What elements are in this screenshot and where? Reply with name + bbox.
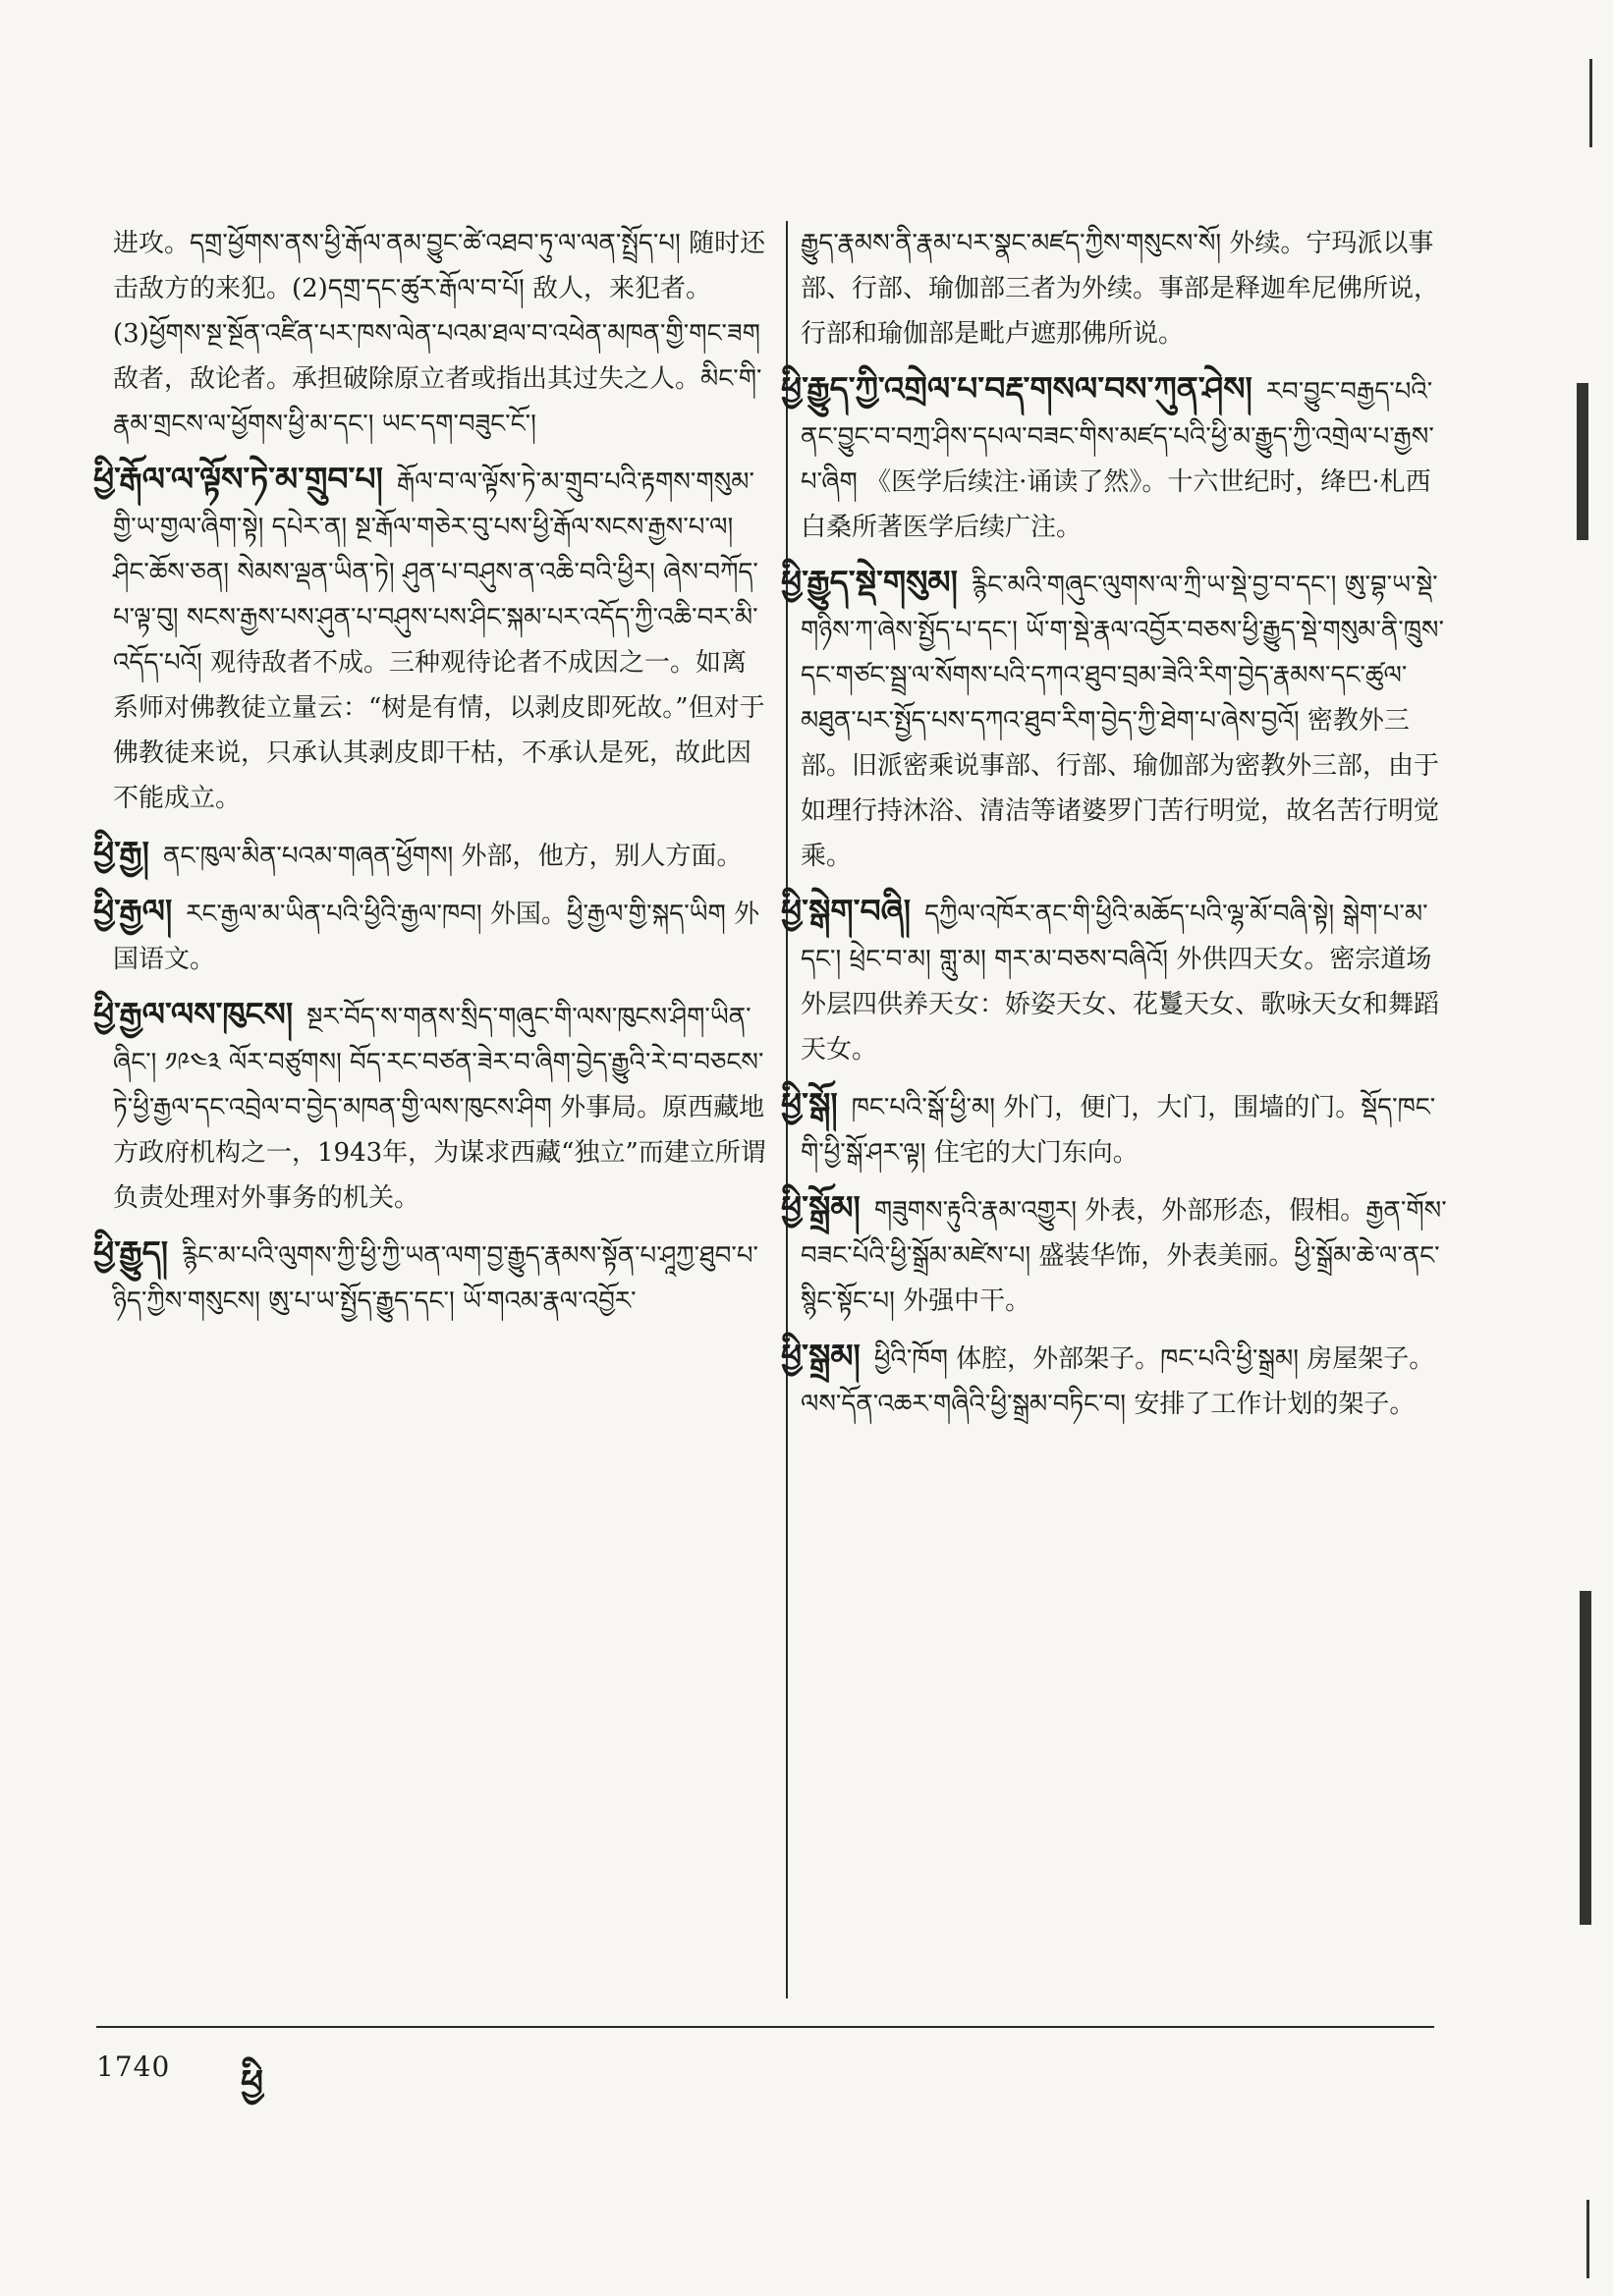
entry: [93, 992, 766, 1221]
entry: [93, 457, 766, 821]
entry: [781, 889, 1449, 1072]
entry: [93, 889, 766, 982]
entry: [781, 1082, 1449, 1175]
entry: [93, 1230, 766, 1324]
entry-headword: ཕྱི་སྒྲོམ།: [781, 1188, 861, 1227]
entry-headword: ཕྱི་སྒྲམ།: [781, 1337, 861, 1375]
entry: [93, 831, 766, 879]
entry-headword: ཕྱི་རྒྱལ།: [93, 892, 173, 930]
entry-text: དཀྱིལ་འཁོར་ནང་གི་ཕྱིའི་མཆོད་པའི་ལྷ་མོ་བཞི་སྟེ། སྒེག་པ་མ་དང་། ཕྲེང་བ་མ། གླུ་མ། གར་མ་བཅས་བཞིའོ། 外供四天女。密宗道场外层四供养天女：娇姿天女、花鬘天女、歌咏天女和舞蹈天女。: [801, 900, 1440, 1065]
entry-text: ཕྱིའི་ཁོག 体腔，外部架子。ཁང་པའི་ཕྱི་སྒྲམ། 房屋架子。ལས་དོན་འཆར་གཞིའི་ཕྱི་སྒྲམ་བཏིང་བ། 安排了工作计划的架子。: [801, 1344, 1435, 1419]
entry-text: རྙིང་མའི་གཞུང་ལུགས་ལ་ཀྲི་ཡ་སྡེ་བྱ་བ་དང་། ཨུ་བྷ་ཡ་སྡེ་གཉིས་ཀ་ཞེས་སྤྱོད་པ་དང་། ཡོ་ག་སྡེ་རྣལ་འབྱོར་བཅས་ཕྱི་རྒྱུད་སྡེ་གསུམ་ནི་ཁྲུས་དང་གཙང་སྦྲ་ལ་སོགས་པའི་དཀའ་ཐུབ་བྲམ་ཟེའི་རིག་བྱེད་རྣམས་དང་ཚུལ་མཐུན་པར་སྤྱོད་པས་དཀའ་ཐུབ་རིག་བྱེད་ཀྱི་ཐེག་པ་ཞེས་བྱའོ། 密教外三部。旧派密乘说事部、行部、瑜伽部为密教外三部，由于如理行持沐浴、清洁等诸婆罗门苦行明觉，故名苦行明觉乘。: [801, 571, 1444, 871]
entry-headword: ཕྱི་རྒྱུད་སྡེ་གསུམ།: [781, 563, 958, 601]
entry-headword: ཕྱི་རྒྱུད།: [93, 1233, 169, 1272]
footer-rule: [96, 2026, 1434, 2028]
running-head-letter: ཕྱི: [241, 2062, 264, 2104]
entry: [113, 221, 766, 447]
entry-text: རང་རྒྱལ་མ་ཡིན་པའི་ཕྱིའི་རྒྱལ་ཁབ། 外国。ཕྱི་རྒྱལ་གྱི་སྐད་ཡིག 外国语文。: [113, 900, 760, 974]
entry: [781, 560, 1449, 879]
entry-text: 进攻。དགྲ་ཕྱོགས་ནས་ཕྱི་རྒོལ་ནམ་བྱུང་ཚེ་འཐབ་ཏུ་ལ་ལན་སྤྲོད་པ། 随时还击敌方的来犯。(2)དགྲ་དང་ཚུར་རྒོལ་བ་པོ། 敌人，来犯者。(3)ཕྱོགས་སྔ་སྔོན་འཛིན་པར་ཁས་ལེན་པའམ་ཐལ་བ་འཕེན་མཁན་གྱི་གང་ཟག 敌者，敌论者。承担破除原立者或指出其过失之人。མིང་གི་རྣམ་གྲངས་ལ་ཕྱོགས་ཕྱི་མ་དང་། ཡང་དག་བཟུང་ངོ་།: [113, 229, 766, 439]
entry-text: སྔར་བོད་ས་གནས་སྲིད་གཞུང་གི་ལས་ཁུངས་ཤིག་ཡིན་ཞིང་། ༡༩༤༣ ལོར་བཙུགས། བོད་རང་བཙན་ཟེར་བ་ཞིག་བྱེད་རྒྱུའི་རེ་བ་བཅངས་ཏེ་ཕྱི་རྒྱལ་དང་འབྲེལ་བ་བྱེད་མཁན་གྱི་ལས་ཁུངས་ཤིག 外事局。原西藏地方政府机构之一，1943年，为谋求西藏“独立”而建立所谓负责处理对外事务的机关。: [113, 1003, 766, 1213]
entry-text: ཁང་པའི་སྒོ་ཕྱི་མ། 外门，便门，大门，围墙的门。སྡོད་ཁང་གི་ཕྱི་སྒོ་ཤར་ལྟ། 住宅的大门东向。: [801, 1093, 1436, 1168]
entry-text: རབ་བྱུང་བརྒྱད་པའི་ནང་བྱུང་བ་བཀྲ་ཤིས་དཔལ་བཟང་གིས་མཛད་པའི་ཕྱི་མ་རྒྱུད་ཀྱི་འགྲེལ་པ་རྒྱས་པ་ཞིག 《医学后续注·诵读了然》。十六世纪时，绛巴·札西白桑所著医学后续广注。: [801, 377, 1434, 542]
entry-headword: ཕྱི་སྒོ།: [781, 1085, 838, 1123]
entry-headword: ཕྱི་རྒྱུད་ཀྱི་འགྲེལ་པ་བརྡ་གསལ་བས་ཀུན་ཤེས།: [781, 369, 1252, 408]
entry: [801, 221, 1449, 356]
scan-edge-mark: [1577, 383, 1588, 540]
entry-headword: ཕྱི་སྒེག་བཞི།: [781, 892, 912, 930]
entry-text: རྒྱུད་རྣམས་ནི་རྣམ་པར་སྣང་མཛད་ཀྱིས་གསུངས་སོ། 外续。宁玛派以事部、行部、瑜伽部三者为外续。事部是释迦牟尼佛所说，行部和瑜伽部是毗卢遮那佛所说。: [801, 229, 1440, 349]
entry-headword: ཕྱི་རྒྱལ་ལས་ཁུངས།: [93, 995, 294, 1033]
entry-headword: ཕྱི་རྒྱ།: [93, 834, 149, 872]
scan-edge-mark: [1589, 59, 1592, 147]
entry: [781, 366, 1449, 550]
right-column: [781, 221, 1449, 1437]
entry-text: ནང་ཁུལ་མིན་པའམ་གཞན་ཕྱོགས། 外部，他方，别人方面。: [163, 842, 743, 871]
left-column: [93, 221, 766, 1334]
entry: [781, 1334, 1449, 1427]
page-number: 1740: [96, 2050, 171, 2083]
scan-edge-mark: [1580, 1591, 1591, 1925]
entry-text: རྙིང་མ་པའི་ལུགས་ཀྱི་ཕྱི་ཀྱི་ཡན་ལག་བྱ་རྒྱུད་རྣམས་སྟོན་པ་ཤཱཀྱ་ཐུབ་པ་ཉིད་ཀྱིས་གསུངས། ཨུ་པ་ཡ་སྤྱོད་རྒྱུད་དང་། ཡོ་གའམ་རྣལ་འབྱོར་: [113, 1241, 758, 1316]
entry: [781, 1185, 1449, 1324]
scan-edge-mark: [1586, 2200, 1589, 2278]
entry-text: གཟུགས་རྟུའི་རྣམ་འགྱུར། 外表，外部形态，假相。རྒྱན་གོས་བཟང་པོའི་ཕྱི་སྒྲོམ་མཛེས་པ། 盛装华饰，外表美丽。ཕྱི་སྒྲོམ་ཆེ་ལ་ནང་སྙིང་སྟོང་པ། 外强中干。: [801, 1196, 1447, 1316]
entry-headword: ཕྱི་རྒོལ་ལ་ལྟོས་ཏེ་མ་གྲུབ་པ།: [93, 460, 383, 498]
entry-text: རྒོལ་བ་ལ་ལྟོས་ཏེ་མ་གྲུབ་པའི་རྟགས་གསུམ་གྱི་ཡ་གྱལ་ཞིག་སྟེ། དཔེར་ན། སྔ་རྒོལ་གཅེར་བུ་པས་ཕྱི་རྒོལ་སངས་རྒྱས་པ་ལ། ཤིང་ཆོས་ཅན། སེམས་ལྡན་ཡིན་ཏེ། ཤུན་པ་བཤུས་ན་འཆི་བའི་ཕྱིར། ཞེས་བཀོད་པ་ལྟ་བུ། སངས་རྒྱས་པས་ཤུན་པ་བཤུས་པས་ཤིང་སྐམ་པར་འདོད་ཀྱི་འཆི་བར་མི་འདོད་པའོ། 观待敌者不成。三种观待论者不成因之一。如离系师对佛教徒立量云：“树是有情，以剥皮即死故。”但对于佛教徒来说，只承认其剥皮即干枯，不承认是死，故此因不能成立。: [113, 467, 765, 813]
